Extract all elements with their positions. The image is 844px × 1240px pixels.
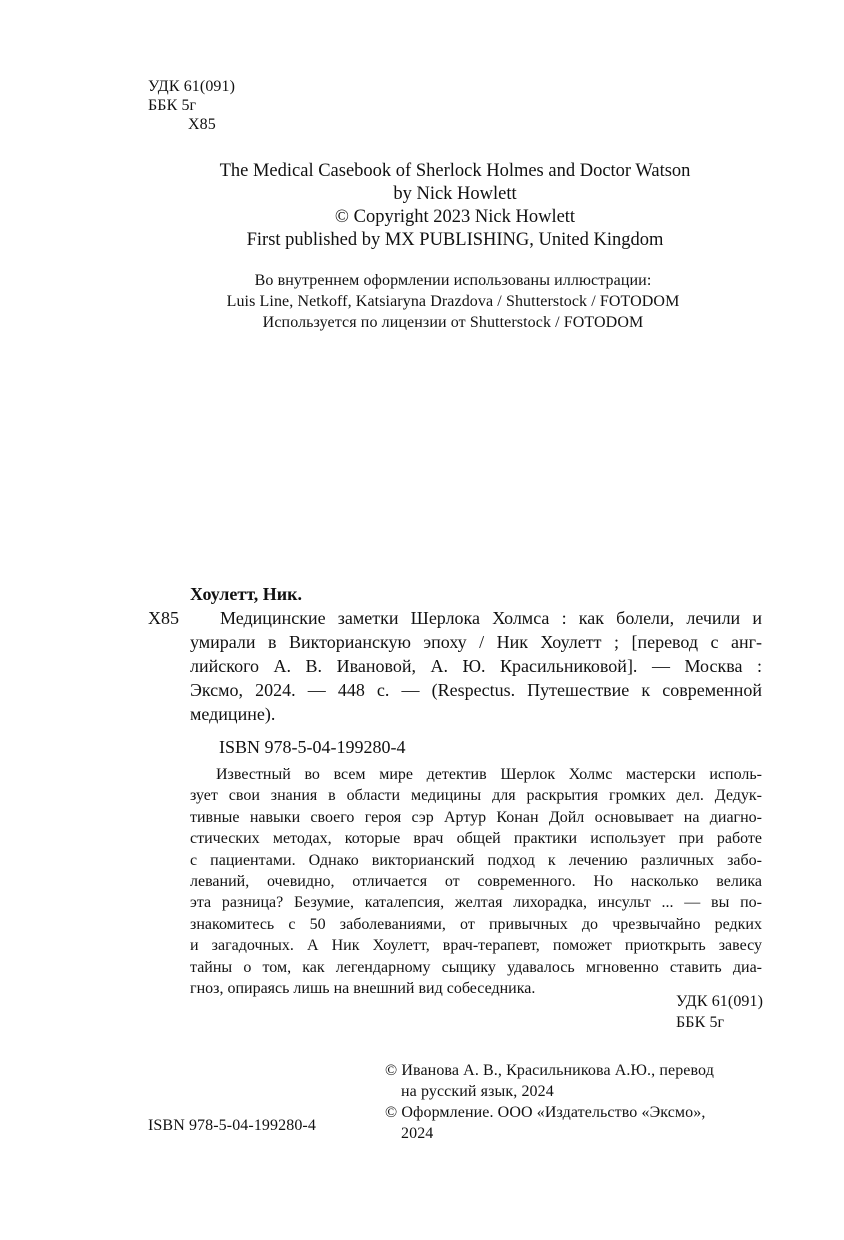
description-line: медицине). (190, 704, 276, 724)
annotation-line: с пациентами. Однако викторианский подход к лечению различных забо- (190, 851, 762, 869)
bbk-code: ББК 5г (148, 97, 197, 114)
illustrations-line-3: Используется по лицензии от Shutterstock / FOTODOM (262, 314, 644, 331)
copyright-translation-line: на русский язык, 2024 (401, 1083, 554, 1100)
description-line: лийского А. В. Ивановой, А. Ю. Красильниковой]. — Москва : (190, 656, 762, 676)
annotation-line: гноз, опираясь лишь на внешний вид собеседника. (190, 980, 536, 998)
copyright-translation-line: © Иванова А. В., Красильникова А.Ю., перевод (385, 1062, 714, 1079)
catalog-codes (676, 991, 766, 1033)
udk-code: УДК 61(091) (148, 78, 236, 95)
illustrations-line-2: Luis Line, Netkoff, Katsiaryna Drazdova / Shutterstock / FOTODOM (226, 293, 680, 310)
annotation-line: Известный во всем мире детектив Шерлок Холмс мастерски исполь- (216, 766, 762, 783)
catalog-bbk: ББК 5г (676, 1014, 725, 1031)
original-publisher: First published by MX PUBLISHING, United Kingdom (246, 230, 664, 250)
catalog-sign: Х85 (148, 608, 179, 628)
original-edition (150, 160, 760, 252)
illustrations-credits (150, 270, 756, 333)
author-sign: Х85 (188, 116, 216, 133)
description-line: Медицинские заметки Шерлока Холмса : как болели, лечили и (220, 608, 762, 628)
catalog-description (190, 606, 762, 726)
original-author: by Nick Howlett (393, 184, 517, 204)
footer-copyrights (385, 1060, 765, 1144)
annotation-line: и загадочных. А Ник Хоулетт, врач-терапевт, поможет приоткрыть завесу (190, 937, 762, 955)
original-copyright: © Copyright 2023 Nick Howlett (334, 207, 576, 227)
catalog-annotation (190, 764, 762, 999)
annotation-line: зует свои знания в области медицины для раскрытия громких дел. Дедук- (190, 787, 762, 805)
copyright-design-line: © Оформление. ООО «Издательство «Эксмо», (385, 1104, 706, 1121)
header-codes (148, 77, 348, 134)
annotation-line: тайны о том, как легендарному сыщику удавалось мгновенно ставить диа- (190, 958, 762, 976)
original-title: The Medical Casebook of Sherlock Holmes and Doctor Watson (219, 161, 691, 181)
catalog-author-heading: Хоулетт, Ник. (190, 584, 302, 604)
annotation-line: леваний, очевидно, отличается от современного. Но насколько велика (190, 873, 762, 891)
description-line: Эксмо, 2024. — 448 с. — (Respectus. Путешествие к современной (190, 680, 762, 700)
description-line: умирали в Викторианскую эпоху / Ник Хоулетт ; [перевод с анг- (190, 632, 762, 652)
footer-isbn: ISBN 978-5-04-199280-4 (148, 1117, 316, 1134)
catalog-isbn: ISBN 978-5-04-199280-4 (219, 737, 406, 757)
copyright-design-line: 2024 (401, 1125, 434, 1142)
annotation-line: знакомитесь с 50 заболеваниями, от привычных до чрезвычайно редких (190, 915, 762, 933)
annotation-line: тивные навыки своего героя сэр Артур Конан Дойл основывает на диагно- (190, 808, 762, 826)
annotation-line: стических методах, которые врач общей практики использует при работе (190, 830, 762, 848)
catalog-udk: УДК 61(091) (676, 993, 764, 1010)
illustrations-line-1: Во внутреннем оформлении использованы иллюстрации: (254, 272, 652, 289)
annotation-line: эта разница? Безумие, каталепсия, желтая лихорадка, инсульт ... — вы по- (190, 894, 762, 912)
